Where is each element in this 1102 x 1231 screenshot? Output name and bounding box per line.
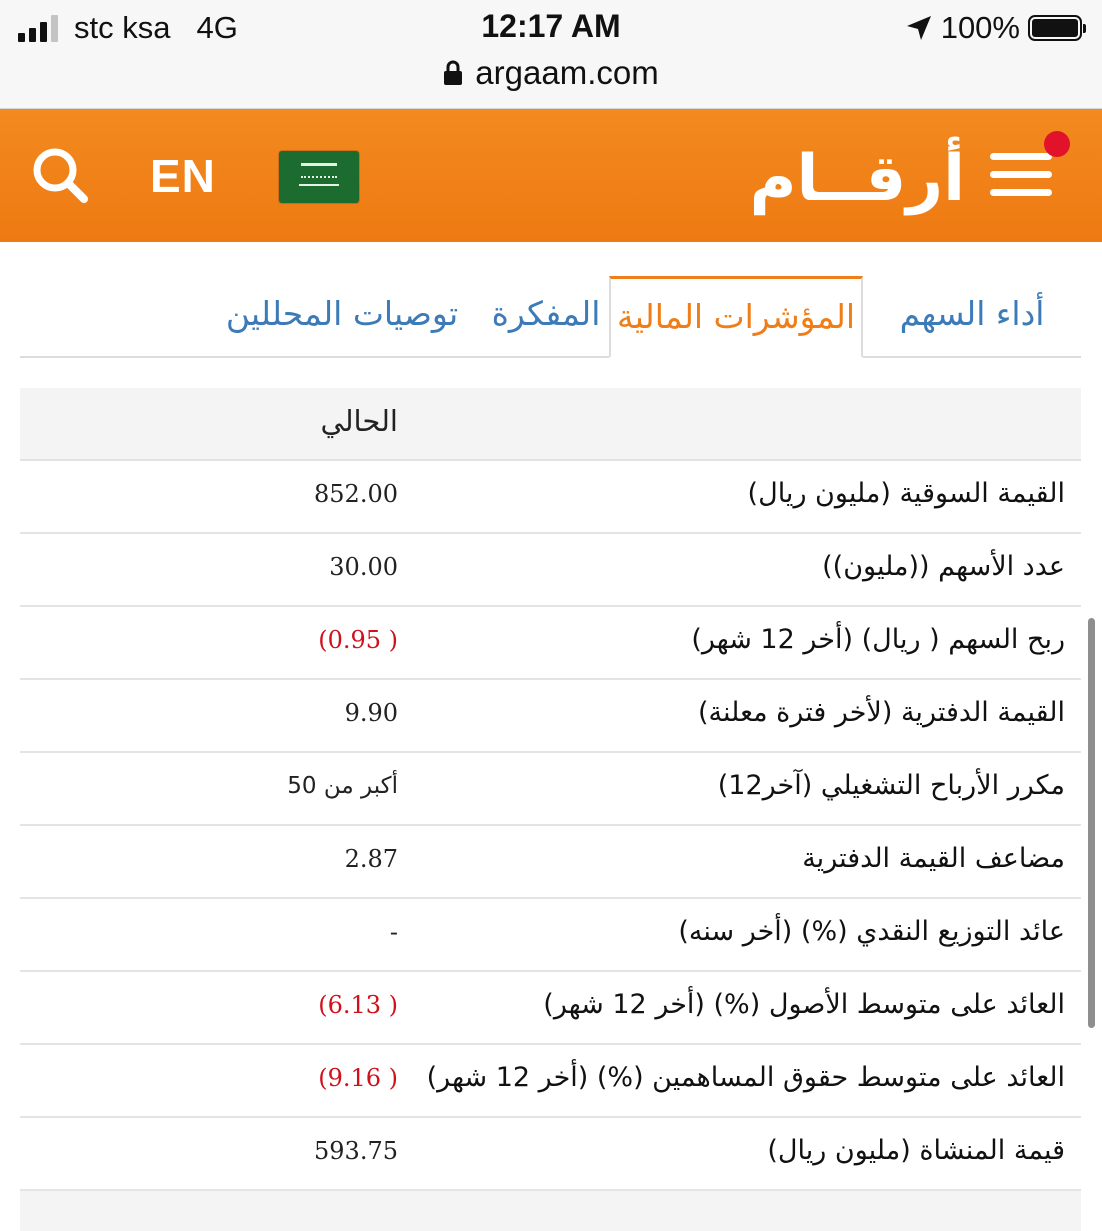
table-row (20, 1118, 1081, 1191)
tab-stock-performance[interactable]: أداء السهم (899, 294, 1045, 333)
row-label: ربح السهم ( ريال) (أخر 12 شهر) (691, 624, 1065, 655)
notification-dot (1044, 131, 1070, 157)
financial-indicators-table (20, 388, 1081, 1231)
language-toggle-button[interactable]: EN (150, 150, 216, 202)
network-type: 4G (196, 10, 238, 45)
table-row (20, 972, 1081, 1045)
table-row (20, 680, 1081, 753)
row-label: القيمة الدفترية (لأخر فترة معلنة) (698, 697, 1065, 728)
table-row (20, 899, 1081, 972)
table-row (20, 1045, 1081, 1118)
search-icon[interactable] (30, 145, 90, 205)
row-label: العائد على متوسط حقوق المساهمين (%) (أخر 12 شهر) (426, 1062, 1065, 1093)
url-text[interactable]: argaam.com (475, 54, 659, 91)
tab-analyst-recommendations[interactable]: توصيات المحللين (225, 294, 459, 333)
tab-calendar[interactable]: المفكرة (491, 294, 601, 333)
argaam-logo[interactable]: أرقــام (749, 142, 965, 216)
table-row (20, 461, 1081, 534)
address-bar[interactable] (0, 54, 1102, 92)
location-arrow-icon (905, 14, 933, 42)
saudi-flag-icon[interactable] (279, 151, 359, 203)
row-label: قيمة المنشاة (مليون ريال) (767, 1135, 1065, 1166)
row-label: العائد على متوسط الأصول (%) (أخر 12 شهر) (543, 989, 1065, 1020)
row-value: 2.87 (344, 845, 398, 873)
battery-icon (1028, 15, 1082, 41)
hamburger-menu-icon[interactable] (990, 153, 1052, 197)
row-label: عدد الأسهم ((مليون)) (822, 551, 1065, 582)
row-label: القيمة السوقية (مليون ريال) (747, 478, 1065, 509)
table-row (20, 607, 1081, 680)
row-value-negative: ( 9.16) (318, 1064, 398, 1092)
column-header-current: الحالي (320, 404, 398, 438)
row-value: 852.00 (314, 480, 398, 508)
table-header (20, 388, 1081, 461)
site-header (0, 109, 1102, 242)
lock-icon (443, 60, 463, 86)
ios-status-bar (0, 0, 1102, 109)
row-label: مضاعف القيمة الدفترية (802, 843, 1065, 874)
status-right (905, 10, 1082, 46)
row-value-negative: ( 0.95) (318, 626, 398, 654)
row-label: مكرر الأرباح التشغيلي (آخر12) (717, 770, 1065, 801)
row-label: عائد التوزيع النقدي (%) (أخر سنه) (678, 916, 1065, 947)
row-value: 593.75 (314, 1137, 398, 1165)
tab-financial-indicators[interactable]: المؤشرات المالية (609, 276, 863, 358)
row-value: - (389, 918, 398, 946)
table-row (20, 753, 1081, 826)
carrier-name: stc ksa (74, 10, 171, 45)
table-row (20, 534, 1081, 607)
row-value-negative: ( 6.13) (318, 991, 398, 1019)
row-value: 30.00 (329, 553, 398, 581)
vertical-scrollbar[interactable] (1088, 618, 1095, 1028)
section-tabs (20, 276, 1081, 358)
table-footer (20, 1191, 1081, 1231)
status-time: 12:17 AM (481, 8, 621, 44)
row-value: 9.90 (344, 699, 398, 727)
row-value: أكبر من 50 (287, 773, 398, 799)
battery-percent: 100% (940, 10, 1020, 45)
table-row (20, 826, 1081, 899)
